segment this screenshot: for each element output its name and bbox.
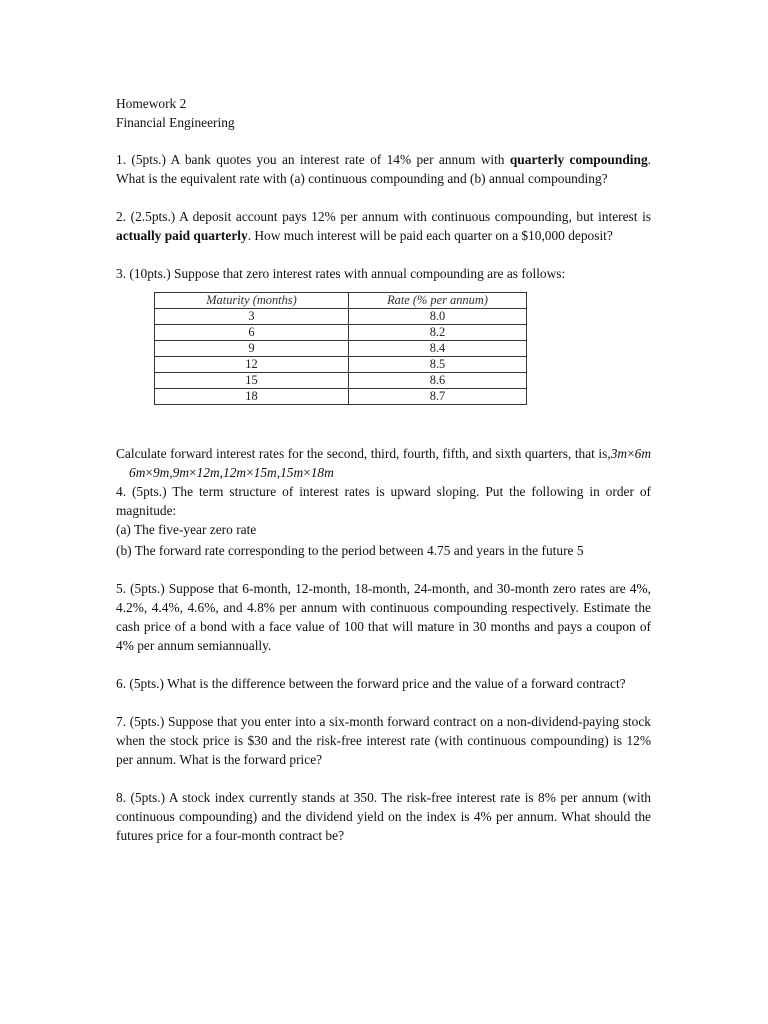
rate-cell: 8.5 [349, 357, 527, 373]
question-5: 5. (5pts.) Suppose that 6-month, 12-month, 18-month, 24-month, and 30-month zero rates are 4%, 4.2%, 4.4%, 4.6%, and 4.8% per annum with continuous compounding respectively. Estimate the cash price of a bond with a face value of 100 that will mature in 30 months and pays a coupon of 4% per annum semiannually. [116, 581, 651, 653]
table-row [155, 373, 527, 389]
table-header-row [155, 293, 527, 309]
maturity-cell: 12 [155, 357, 349, 373]
question-3-followup: Calculate forward interest rates for the second, third, fourth, fifth, and sixth quarters, that is,3m×6m6m×9m,9m×12m,12m×15m,15m×18m [116, 446, 651, 480]
question-4-option-b: (b) The forward rate corresponding to the period between 4.75 and years in the future 5 [116, 543, 584, 558]
maturity-cell: 18 [155, 389, 349, 405]
table-row [155, 357, 527, 373]
question-6: 6. (5pts.) What is the difference between the forward price and the value of a forward contract? [116, 676, 626, 691]
question-3: 3. (10pts.) Suppose that zero interest rates with annual compounding are as follows: [116, 266, 566, 281]
maturity-cell: 9 [155, 341, 349, 357]
rate-cell: 8.4 [349, 341, 527, 357]
table-row [155, 325, 527, 341]
column-header-rate: Rate (% per annum) [349, 293, 527, 309]
question-2: 2. (2.5pts.) A deposit account pays 12% per annum with continuous compounding, but interest is actually paid quarterly. How much interest will be paid each quarter on a $10,000 deposit? [116, 209, 651, 243]
emphasis-quarterly-compounding: quarterly compounding [509, 152, 648, 167]
question-4-option-a: (a) The five-year zero rate [116, 522, 257, 537]
document-header [116, 94, 651, 132]
maturity-cell: 15 [155, 373, 349, 389]
document-title: Homework 2 [116, 96, 187, 111]
rate-cell: 8.0 [349, 309, 527, 325]
period-list: 3m×6m6m×9m,9m×12m,12m×15m,15m×18m [129, 446, 651, 480]
rate-cell: 8.2 [349, 325, 527, 341]
table-row [155, 341, 527, 357]
rate-cell: 8.6 [349, 373, 527, 389]
maturity-cell: 6 [155, 325, 349, 341]
question-8: 8. (5pts.) A stock index currently stands at 350. The risk-free interest rate is 8% per annum (with continuous compounding) and the dividend yield on the index is 4% per annum. What should the futures price for a four-month contract be? [116, 790, 651, 843]
question-7: 7. (5pts.) Suppose that you enter into a six-month forward contract on a non-dividend-paying stock when the stock price is $30 and the risk-free interest rate (with continuous compounding) is 12% per annum. What is the forward price? [116, 714, 651, 767]
emphasis-actually-paid-quarterly: actually paid quarterly [116, 228, 248, 243]
maturity-cell: 3 [155, 309, 349, 325]
course-name: Financial Engineering [116, 115, 235, 130]
column-header-maturity: Maturity (months) [155, 293, 349, 309]
table-row [155, 389, 527, 405]
question-4: 4. (5pts.) The term structure of interest rates is upward sloping. Put the following in order of magnitude: [116, 484, 651, 518]
homework-page [116, 94, 651, 864]
table-row [155, 309, 527, 325]
rate-cell: 8.7 [349, 389, 527, 405]
question-1: 1. (5pts.) A bank quotes you an interest rate of 14% per annum with quarterly compounding. What is the equivalent rate with (a) continuous compounding and (b) annual compounding? [116, 152, 651, 186]
zero-rate-table [154, 292, 527, 405]
